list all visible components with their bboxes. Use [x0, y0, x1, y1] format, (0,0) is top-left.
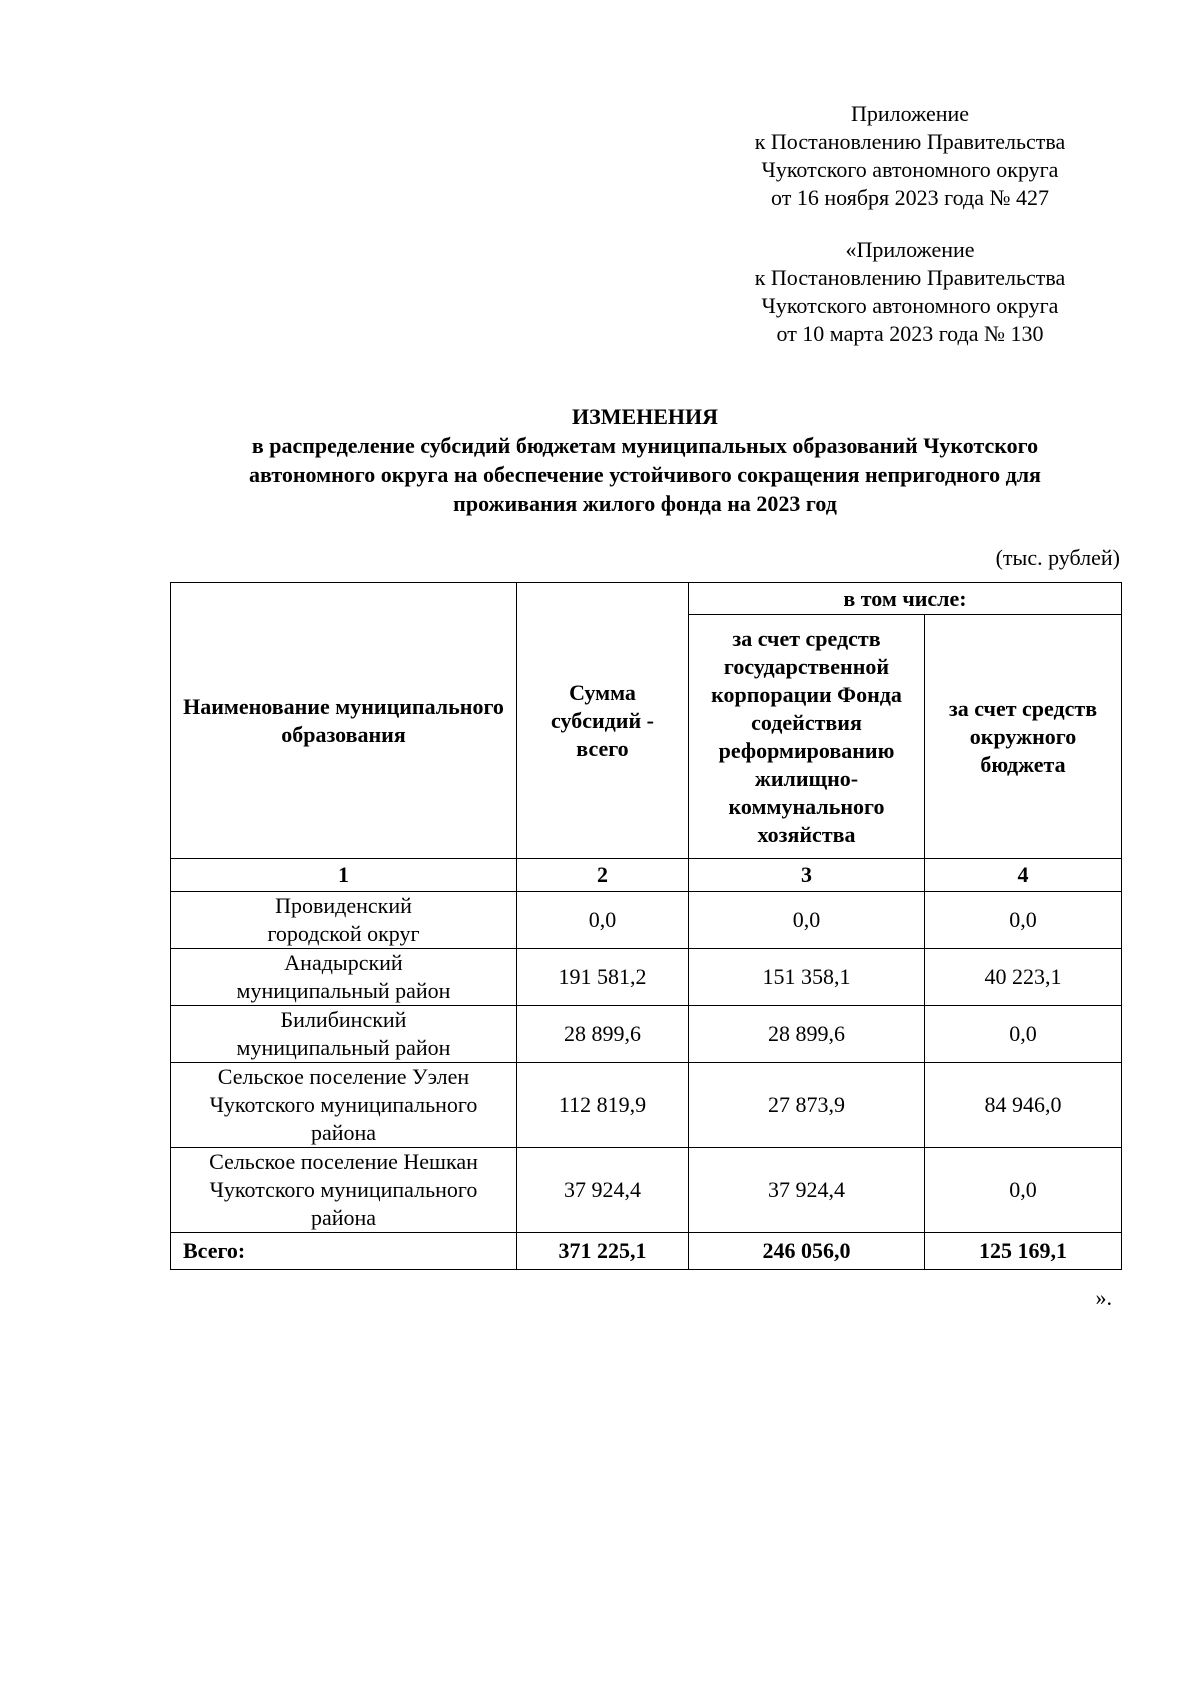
name-line: Провиденский — [275, 893, 412, 918]
total-label: Всего: — [171, 1233, 517, 1270]
table-row — [171, 1148, 1122, 1233]
subsidy-fund: 0,0 — [689, 892, 925, 949]
header-fund: за счет средств государственной корпорации Фонда содействия реформированию жилищно-коммунального хозяйства — [689, 615, 925, 859]
subsidy-total: 28 899,6 — [517, 1006, 689, 1063]
name-line: Сельское поселение Уэлен — [217, 1064, 470, 1089]
document-title — [170, 402, 1120, 518]
name-line: муниципальный район — [236, 978, 451, 1003]
subsidy-table — [170, 582, 1122, 1270]
subsidy-total: 37 924,4 — [517, 1148, 689, 1233]
municipality-name — [171, 1006, 517, 1063]
header-name: Наименование муниципального образования — [171, 583, 517, 859]
subsidy-total: 0,0 — [517, 892, 689, 949]
municipality-name — [171, 1063, 517, 1148]
appendix-previous-header — [690, 236, 1130, 348]
units-label: (тыс. рублей) — [995, 545, 1120, 570]
appendix-line: «Приложение — [845, 237, 975, 262]
appendix-line: Чукотского автономного округа — [761, 293, 1059, 318]
grand-total-fund: 246 056,0 — [689, 1233, 925, 1270]
subsidy-fund: 28 899,6 — [689, 1006, 925, 1063]
appendix-line: к Постановлению Правительства — [754, 129, 1066, 154]
header-including: в том числе: — [689, 583, 1122, 615]
table-row — [171, 949, 1122, 1006]
name-line: Чукотского муниципального — [209, 1092, 478, 1117]
subsidy-fund: 151 358,1 — [689, 949, 925, 1006]
title-line: проживания жилого фонда на 2023 год — [453, 491, 837, 516]
name-line: городской округ — [267, 921, 420, 946]
header-total: Сумма субсидий - всего — [517, 583, 689, 859]
subsidy-district: 0,0 — [925, 1148, 1122, 1233]
name-line: Билибинский — [280, 1007, 407, 1032]
table-row — [171, 1063, 1122, 1148]
subsidy-total: 112 819,9 — [517, 1063, 689, 1148]
subsidy-district: 40 223,1 — [925, 949, 1122, 1006]
table-row — [171, 1006, 1122, 1063]
column-number: 1 — [171, 859, 517, 892]
table-row — [171, 892, 1122, 949]
municipality-name — [171, 1148, 517, 1233]
name-line: муниципальный район — [236, 1035, 451, 1060]
appendix-line: Приложение — [850, 101, 970, 126]
name-line: Сельское поселение Нешкан — [209, 1149, 478, 1174]
name-line: Чукотского муниципального — [209, 1177, 478, 1202]
subsidy-district: 84 946,0 — [925, 1063, 1122, 1148]
name-line: района — [310, 1120, 377, 1145]
column-number: 3 — [689, 859, 925, 892]
grand-total-district: 125 169,1 — [925, 1233, 1122, 1270]
subsidy-fund: 37 924,4 — [689, 1148, 925, 1233]
subsidy-district: 0,0 — [925, 1006, 1122, 1063]
appendix-line: от 10 марта 2023 года № 130 — [776, 321, 1044, 346]
column-number: 4 — [925, 859, 1122, 892]
appendix-line: от 16 ноября 2023 года № 427 — [771, 185, 1049, 210]
title-heading: ИЗМЕНЕНИЯ — [571, 404, 719, 429]
name-line: Анадырский — [284, 950, 403, 975]
table-total-row — [171, 1233, 1122, 1270]
subsidy-district: 0,0 — [925, 892, 1122, 949]
header-district: за счет средств окружного бюджета — [925, 615, 1122, 859]
appendix-current-header — [690, 100, 1130, 212]
title-line: автономного округа на обеспечение устойчивого сокращения непригодного для — [249, 462, 1041, 487]
title-line: в распределение субсидий бюджетам муниципальных образований Чукотского — [251, 433, 1039, 458]
appendix-line: Чукотского автономного округа — [761, 157, 1059, 182]
subsidy-total: 191 581,2 — [517, 949, 689, 1006]
municipality-name — [171, 892, 517, 949]
closing-quote-mark: ». — [1095, 1285, 1112, 1310]
appendix-line: к Постановлению Правительства — [754, 265, 1066, 290]
municipality-name — [171, 949, 517, 1006]
grand-total: 371 225,1 — [517, 1233, 689, 1270]
column-number-row — [171, 859, 1122, 892]
subsidy-fund: 27 873,9 — [689, 1063, 925, 1148]
table-header-row — [171, 583, 1122, 615]
name-line: района — [310, 1205, 377, 1230]
column-number: 2 — [517, 859, 689, 892]
